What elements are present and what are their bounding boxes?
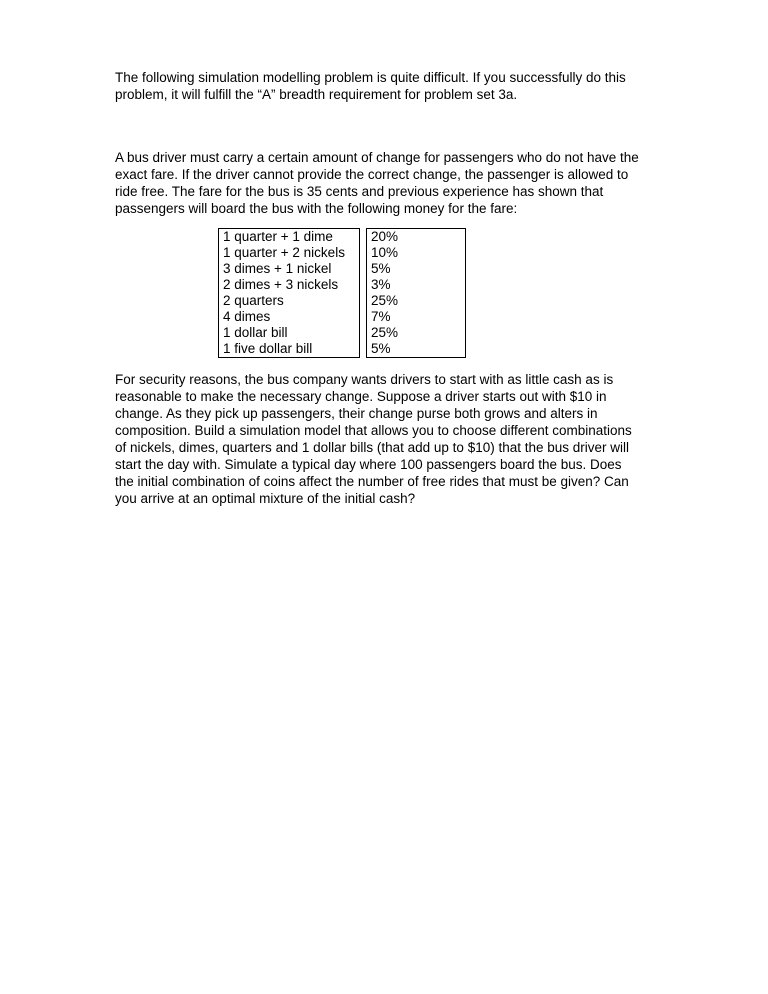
fare-money-cell: 3 dimes + 1 nickel: [219, 261, 360, 277]
fare-money-cell: 4 dimes: [219, 309, 360, 325]
table-row: [219, 261, 466, 277]
column-gap: [360, 325, 367, 341]
fare-money-cell: 1 five dollar bill: [219, 341, 360, 358]
column-gap: [360, 309, 367, 325]
table-row: [219, 325, 466, 341]
table-row: [219, 309, 466, 325]
fare-percent-cell: 5%: [367, 261, 466, 277]
fare-percent-cell: 5%: [367, 341, 466, 358]
fare-money-cell: 2 quarters: [219, 293, 360, 309]
column-gap: [360, 277, 367, 293]
task-paragraph: For security reasons, the bus company wants drivers to start with as little cash as is reasonable to make the necessary change. Suppose a driver starts out with $10 in change. As they pick up passengers, their change purse both grows and alters in composition. Build a simulation model that allows you to choose different combinations of nickels, dimes, quarters and 1 dollar bills (that add up to $10) that the bus driver will start the day with. Simulate a typical day where 100 passengers board the bus. Does the initial combination of coins affect the number of free rides that must be given? Can you arrive at an optimal mixture of the initial cash?: [115, 372, 632, 506]
table-row: [219, 341, 466, 358]
fare-money-cell: 2 dimes + 3 nickels: [219, 277, 360, 293]
fare-percent-cell: 3%: [367, 277, 466, 293]
fare-distribution-table: [218, 228, 466, 358]
fare-percent-cell: 7%: [367, 309, 466, 325]
problem-paragraph: A bus driver must carry a certain amount of change for passengers who do not have the exact fare. If the driver cannot provide the correct change, the passenger is allowed to ride free. The fare for the bus is 35 cents and previous experience has shown that passengers will board the bus with the following money for the fare:: [115, 150, 639, 216]
fare-percent-cell: 10%: [367, 245, 466, 261]
column-gap: [360, 229, 367, 246]
column-gap: [360, 245, 367, 261]
fare-percent-cell: 25%: [367, 293, 466, 309]
column-gap: [360, 341, 367, 358]
column-gap: [360, 293, 367, 309]
fare-money-cell: 1 quarter + 2 nickels: [219, 245, 360, 261]
table-row: [219, 293, 466, 309]
fare-percent-cell: 20%: [367, 229, 466, 246]
table-row: [219, 277, 466, 293]
column-gap: [360, 261, 367, 277]
table-row: [219, 229, 466, 246]
fare-money-cell: 1 dollar bill: [219, 325, 360, 341]
fare-table-body: [219, 229, 466, 358]
fare-percent-cell: 25%: [367, 325, 466, 341]
fare-money-cell: 1 quarter + 1 dime: [219, 229, 360, 246]
intro-paragraph: The following simulation modelling problem is quite difficult. If you successfully do this problem, it will fulfill the “A” breadth requirement for problem set 3a.: [115, 70, 626, 102]
table-row: [219, 245, 466, 261]
